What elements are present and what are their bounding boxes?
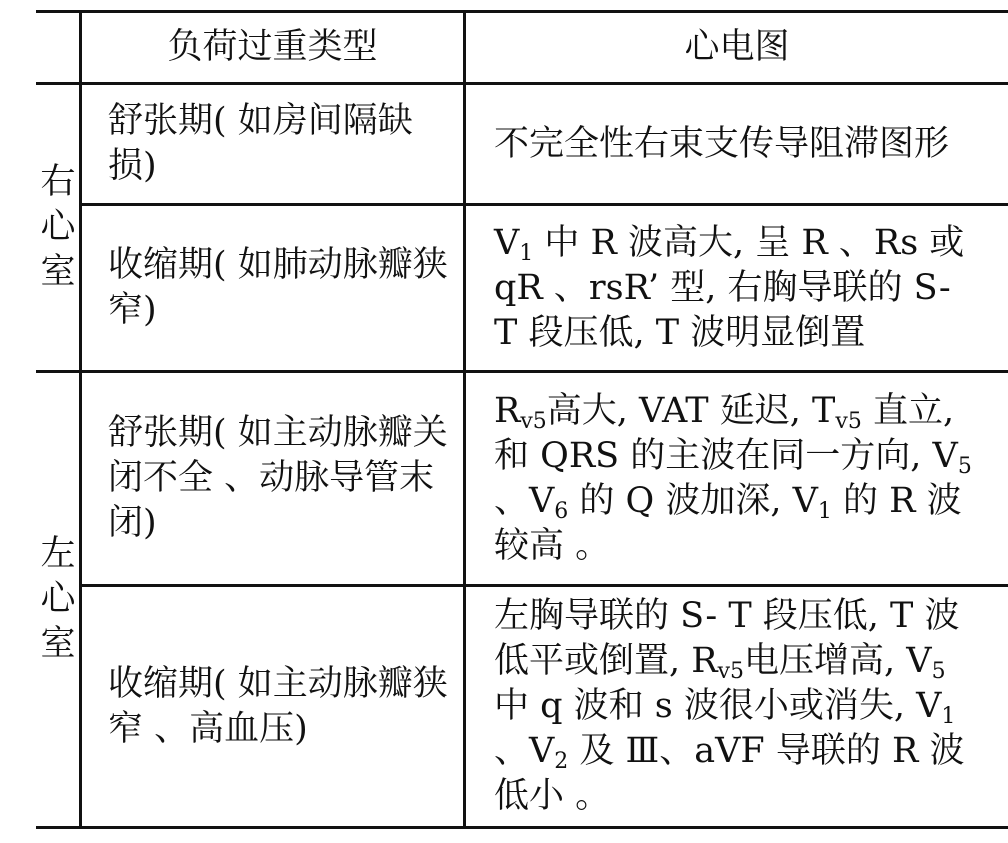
lv-diastolic-ecg: $R_{v5}$高大, VAT 延迟, $T_{v5}$ 直立, 和 QRS 的主波在同一方向, $V_5$ 、$V_6$ 的 Q 波加深, $V_1$ 的 R 波较高 。 <box>494 390 972 566</box>
rv-systolic-ecg: $V_1$ 中 R 波高大, 呈 R 、Rs 或 qR 、rsR’ 型, 右胸导联的 S- T 段压低, T 波明显倒置 <box>494 222 965 353</box>
rule-bottom <box>36 826 1008 829</box>
header-ecg: 心电图 <box>684 27 790 67</box>
rv-systolic-type: 收缩期( 如肺动脉瓣狭窄) <box>108 245 448 330</box>
subscript: 1 <box>519 240 534 266</box>
group-label-right-ventricle: 右心室 <box>40 162 76 292</box>
rv-diastolic-type: 舒张期( 如房间隔缺损) <box>108 101 413 186</box>
header-type: 负荷过重类型 <box>167 27 378 67</box>
rule-type-column <box>463 10 466 829</box>
rv-diastolic-ecg: 不完全性右束支传导阻滞图形 <box>494 123 950 164</box>
lv-systolic-type: 收缩期( 如主动脉瓣狭窄 、高血压) <box>108 663 448 749</box>
lv-diastolic-type: 舒张期( 如主动脉瓣关闭不全 、动脉导管末闭) <box>108 413 448 543</box>
lv-systolic-ecg: 左胸导联的 S- T 段压低, T 波低平或倒置, $R_{v5}$电压增高, $V_5$ 中 q 波和 s 波很小或消失, $V_1$ 、$V_2$ 及 Ⅲ、aVF 导联的 R 波低小 。 <box>494 596 965 816</box>
group-label-left-ventricle: 左心室 <box>40 534 76 664</box>
